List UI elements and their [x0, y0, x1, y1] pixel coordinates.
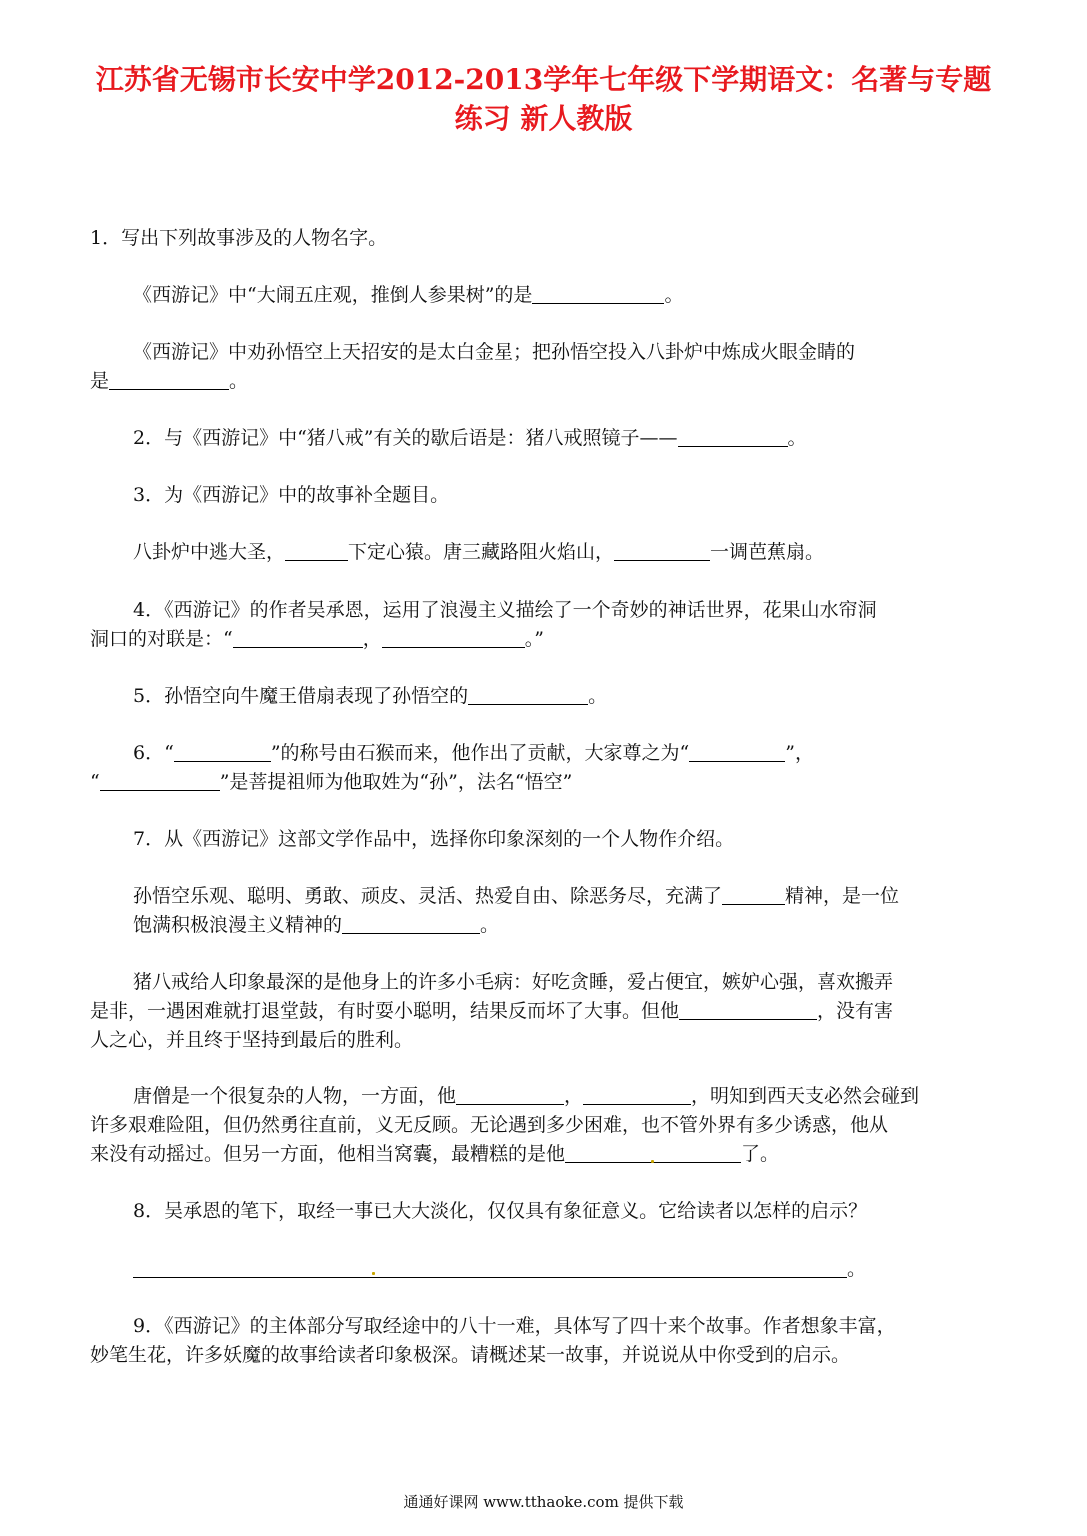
q7-tangseng-line-2: 许多艰难险阻，但仍然勇往直前，义无反顾。无论遇到多少困难，也不管外界有多少诱惑，他从 [90, 1114, 889, 1136]
q5-text: 5．孙悟空向牛魔王借扇表现了孙悟空的 [133, 685, 469, 707]
q7-tangseng-text-1: 唐僧是一个很复杂的人物，一方面，他 [133, 1085, 457, 1107]
document-title-line-1: 江苏省无锡市长安中学2012-2013学年七年级下学期语文：名著与专题 [95, 63, 992, 96]
q7-wukong-text-1: 孙悟空乐观、聪明、勇敢、顽皮、灵活、热爱自由、除恶务尽，充满了 [133, 885, 723, 907]
answer-blank[interactable] [679, 999, 817, 1020]
q1-a-end: 。 [664, 284, 684, 306]
answer-blank[interactable] [109, 369, 229, 390]
q5-line [133, 683, 607, 709]
scan-speck [372, 1272, 375, 1275]
q4-line-2 [90, 626, 544, 652]
q9-line-2: 妙笔生花，许多妖魔的故事给读者印象极深。请概述某一故事，并说说从中你受到的启示。 [90, 1344, 851, 1366]
q6-line-2 [90, 769, 572, 795]
q1-prompt: 1．写出下列故事涉及的人物名字。 [90, 227, 388, 249]
q1-line-b2 [90, 368, 248, 394]
q5-end: 。 [588, 685, 608, 707]
q8-end: 。 [847, 1258, 867, 1280]
q7-wukong-line-2 [133, 912, 499, 938]
q7-zhubajie-line-2 [90, 998, 893, 1024]
answer-blank[interactable] [678, 426, 788, 447]
page-footer: 通通好课网 www.tthaoke.com 提供下载 [403, 1493, 684, 1511]
q7-tangseng-text-5: 了。 [741, 1143, 780, 1165]
q4-line-1: 4．《西游记》的作者吴承恩，运用了浪漫主义描绘了一个奇妙的神话世界，花果山水帘洞 [133, 599, 877, 621]
q6-text-5: ”是菩提祖师为他取姓为“孙”，法名“悟空” [219, 771, 573, 793]
q2-text: 2．与《西游记》中“猪八戒”有关的歇后语是：猪八戒照镜子—— [133, 427, 678, 449]
q7-zhubajie-line-3: 人之心，并且终于坚持到最后的胜利。 [90, 1029, 414, 1051]
q8-answer-line [133, 1256, 866, 1282]
q7-zhubajie-line-1: 猪八戒给人印象最深的是他身上的许多小毛病：好吃贪睡，爱占便宜，嫉妒心强，喜欢搬弄 [133, 971, 894, 993]
q7-tangseng-line-3 [90, 1141, 779, 1167]
q7-prompt: 7．从《西游记》这部文学作品中，选择你印象深刻的一个人物作介绍。 [133, 828, 735, 850]
scan-speck [651, 1160, 654, 1163]
q2-end: 。 [787, 427, 807, 449]
answer-blank[interactable] [456, 1084, 564, 1105]
q7-zhubajie-text-2: ，没有害 [817, 1000, 894, 1022]
q2-line [133, 425, 807, 451]
q4-text-3: 。” [524, 628, 544, 650]
q7-wukong-text-3: 饱满积极浪漫主义精神的 [133, 914, 343, 936]
q7-wukong-line-1 [133, 883, 899, 909]
q3-prompt: 3．为《西游记》中的故事补全题目。 [133, 484, 450, 506]
answer-blank[interactable] [174, 741, 271, 762]
answer-blank[interactable] [382, 627, 525, 648]
q9-line-1: 9．《西游记》的主体部分写取经途中的八十一难，具体写了四十来个故事。作者想象丰富， [133, 1315, 896, 1337]
answer-blank[interactable] [468, 684, 588, 705]
answer-blank[interactable] [614, 540, 710, 561]
q4-text-1: 洞口的对联是：“ [90, 628, 233, 650]
q6-text-4: “ [90, 771, 100, 793]
q1-b-end: 。 [229, 370, 249, 392]
q7-tangseng-line-1 [133, 1083, 919, 1109]
q1-b-text: 是 [90, 370, 110, 392]
q7-wukong-text-2: 精神，是一位 [785, 885, 900, 907]
q6-text-1: 6．“ [133, 742, 174, 764]
q3-line [133, 539, 824, 565]
q3-text-3: 一调芭蕉扇。 [710, 541, 825, 563]
answer-blank[interactable] [233, 627, 363, 648]
q7-zhubajie-text-1: 是非，一遇困难就打退堂鼓，有时耍小聪明，结果反而坏了大事。但他 [90, 1000, 680, 1022]
q7-tangseng-text-3: ，明知到西天支必然会碰到 [691, 1085, 920, 1107]
q1-line-b1: 《西游记》中劝孙悟空上天招安的是太白金星；把孙悟空投入八卦炉中炼成火眼金睛的 [133, 341, 856, 363]
answer-blank[interactable] [583, 1084, 691, 1105]
answer-blank[interactable] [133, 1257, 847, 1278]
document-title-line-2: 练习 新人教版 [454, 102, 633, 135]
q6-line-1 [133, 740, 814, 766]
q3-text-1: 八卦炉中逃大圣， [133, 541, 286, 563]
q7-wukong-text-4: 。 [480, 914, 500, 936]
q6-text-3: ”， [785, 742, 814, 764]
q4-text-2: ， [362, 628, 382, 650]
answer-blank[interactable] [532, 283, 664, 304]
q8-prompt: 8．吴承恩的笔下，取经一事已大大淡化，仅仅具有象征意义。它给读者以怎样的启示？ [133, 1200, 868, 1222]
answer-blank[interactable] [100, 770, 220, 791]
q6-text-2: ”的称号由石猴而来，他作出了贡献，大家尊之为“ [270, 742, 690, 764]
q3-text-2: 下定心猿。唐三藏路阻火焰山， [348, 541, 615, 563]
answer-blank[interactable] [342, 913, 480, 934]
answer-blank[interactable] [285, 540, 348, 561]
answer-blank[interactable] [722, 884, 785, 905]
answer-blank[interactable] [689, 741, 785, 762]
q1-line-a [133, 282, 683, 308]
q1-a-text: 《西游记》中“大闹五庄观，推倒人参果树”的是 [133, 284, 533, 306]
q7-tangseng-text-2: ， [564, 1085, 584, 1107]
q7-tangseng-text-4: 来没有动摇过。但另一方面，他相当窝囊，最糟糕的是他 [90, 1143, 566, 1165]
